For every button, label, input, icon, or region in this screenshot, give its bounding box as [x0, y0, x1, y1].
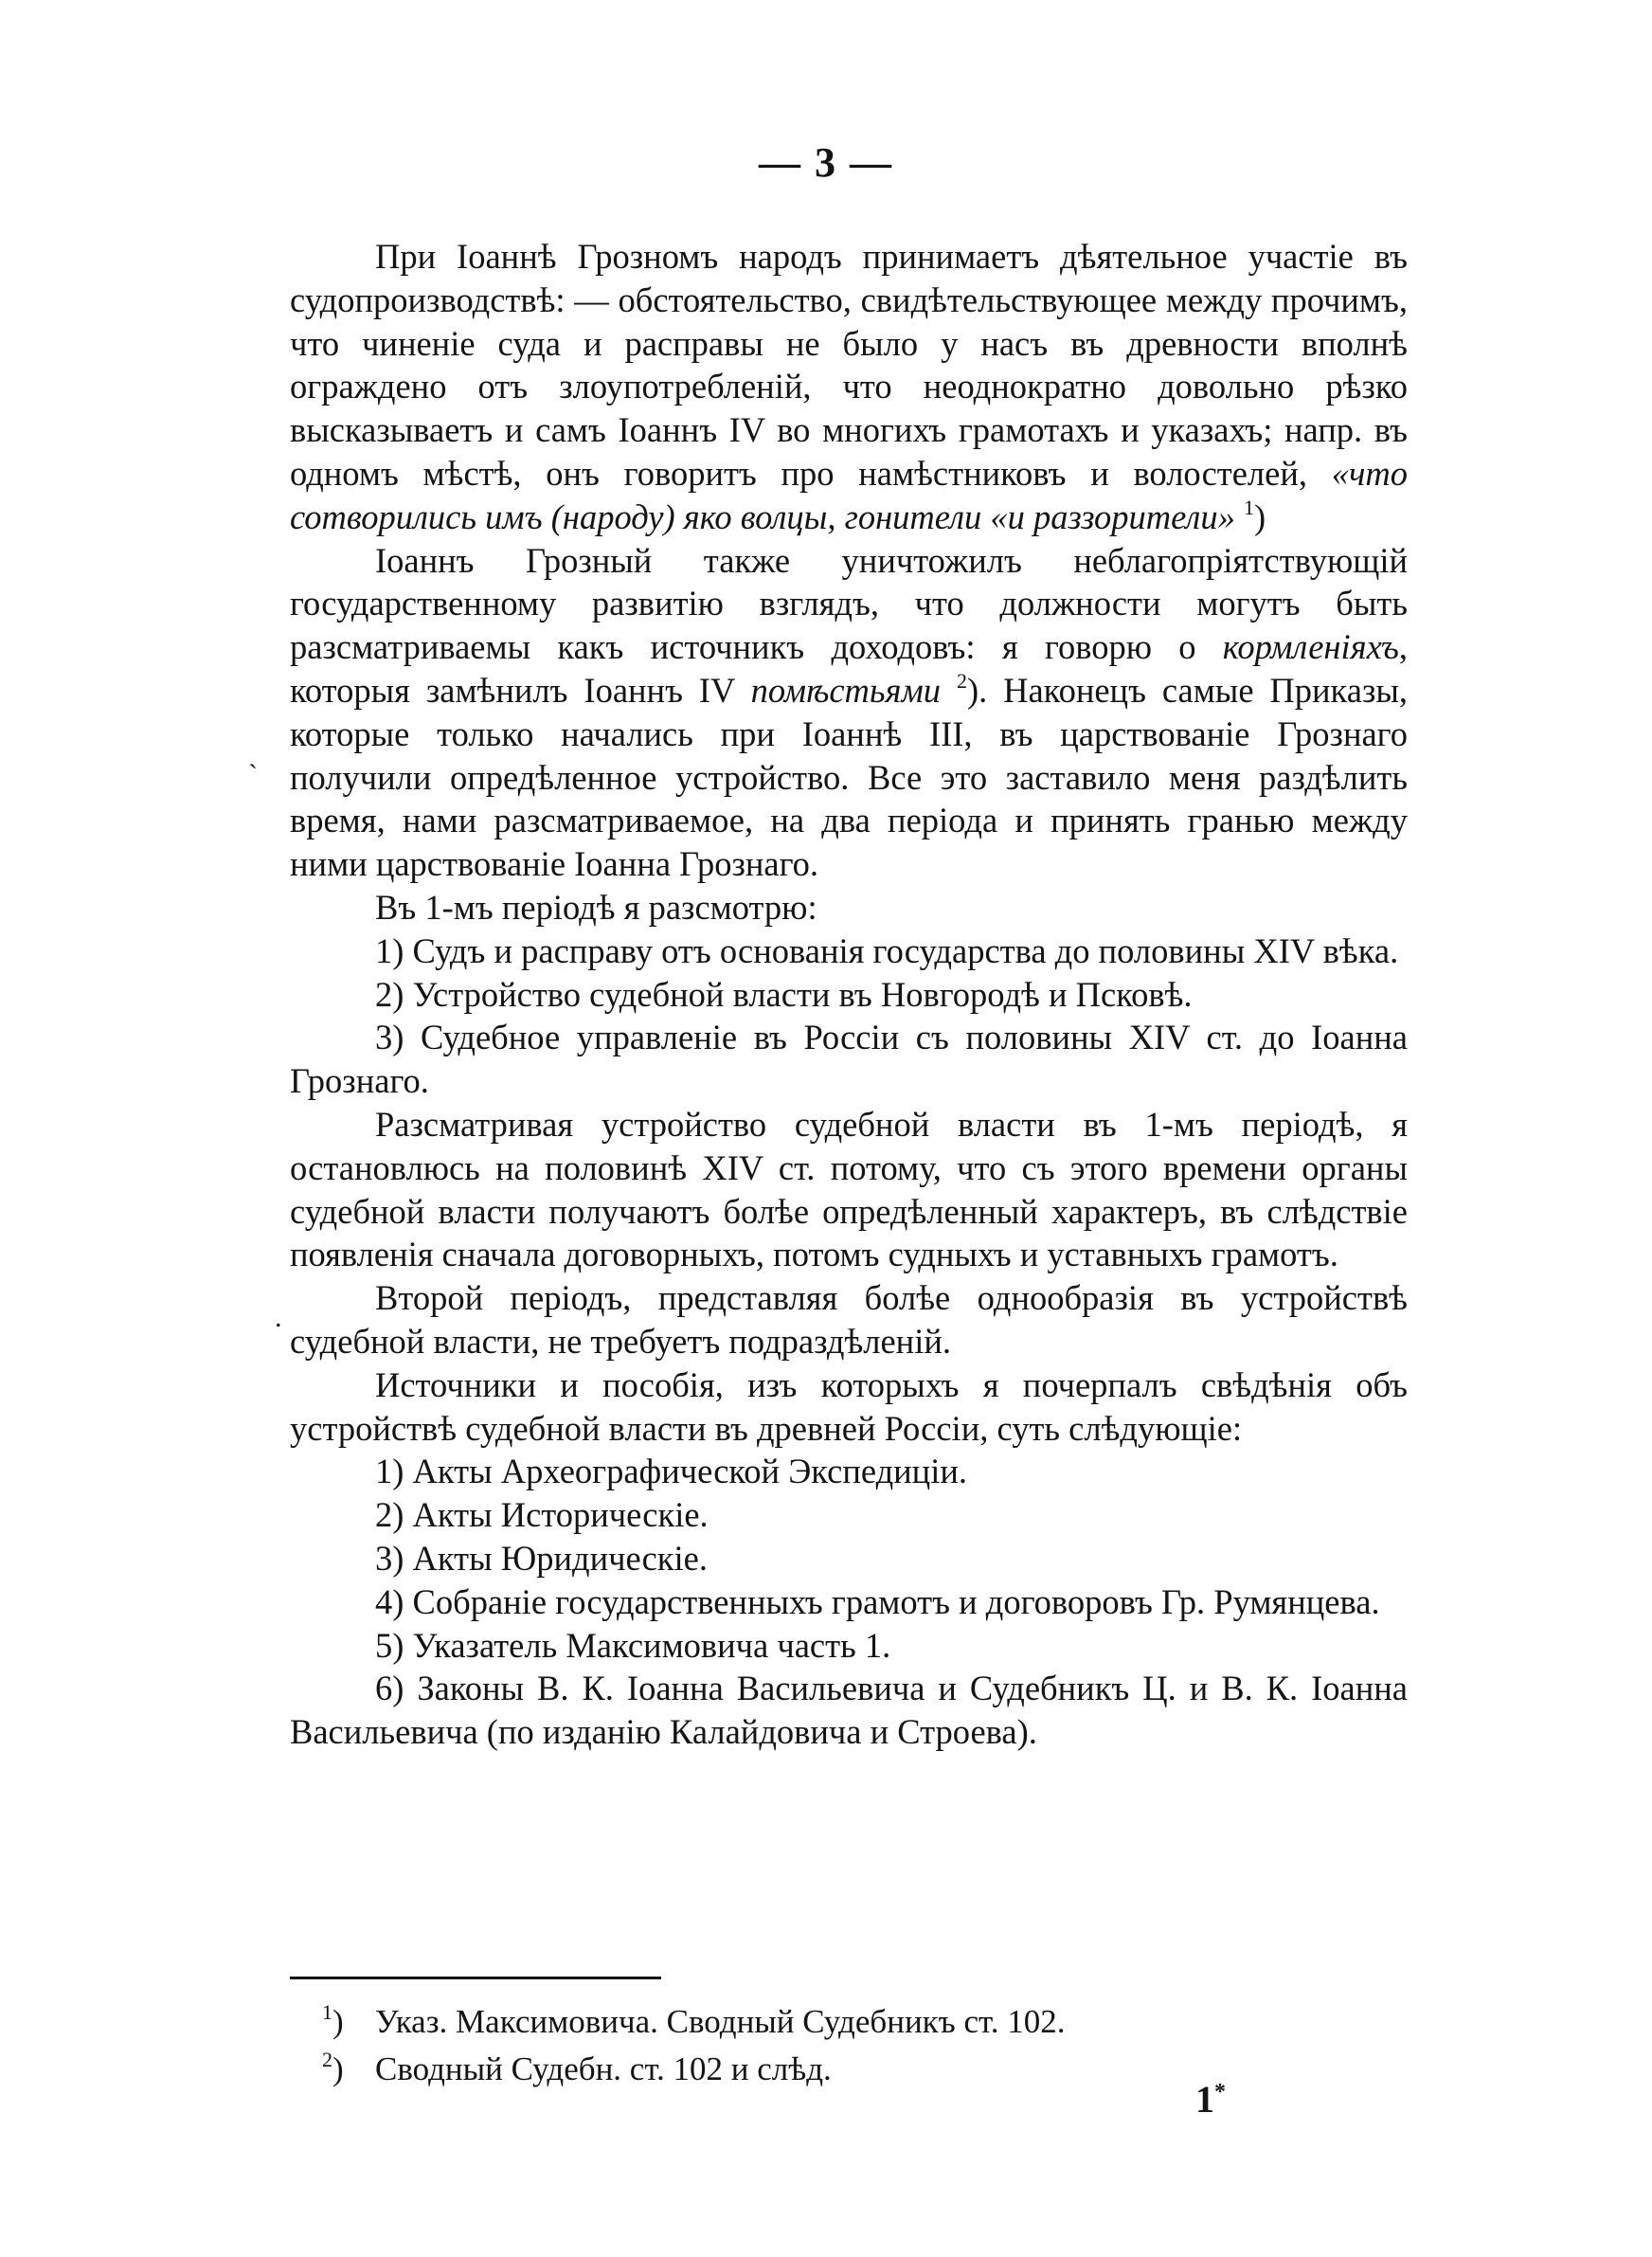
page-number: — 3 — — [759, 139, 893, 186]
footnote-1-text: Указ. Максимовича. Сводный Судебникъ ст. 102. — [375, 2003, 1066, 2040]
signature-mark — [1195, 2077, 1226, 2122]
paragraph-1-quote: «что сотворились имъ (народу) яко волцы, гонители «и раззорители» — [290, 453, 1408, 536]
footnote-ref-1: 1 — [1243, 495, 1254, 519]
footnote-separator — [290, 1977, 661, 1979]
signature-number: 1 — [1195, 2078, 1214, 2121]
paragraph-2-text-e: ). Наконецъ самые Приказы, которые только начались при Іоаннѣ III, въ царствованіе Грознаго получили опредѣленное устройство. Все это заставило меня раздѣлить время, нами разсматриваемое, на два періода и принять гранью между ними царствованіе Іоанна Грознаго. — [290, 670, 1409, 884]
period-list-item-2: 2) Устройство судебной власти въ Новгородѣ и Псковѣ. — [375, 974, 1193, 1014]
paragraph-1-end: ) — [1253, 497, 1266, 536]
source-list-item-4: 4) Собраніе государственныхъ грамотъ и договоровъ Гр. Румянцева. — [375, 1581, 1380, 1621]
source-list-item-5: 5) Указатель Максимовича часть 1. — [375, 1625, 891, 1665]
paragraph-6: Источники и пособія, изъ которыхъ я почерпалъ свѣдѣнія объ устройствѣ судебной власти въ древней Россіи, суть слѣдующіе: — [290, 1364, 1408, 1448]
footnote-1 — [322, 1998, 1364, 2046]
source-list-item-6: 6) Законы В. К. Іоанна Васильевича и Судебникъ Ц. и В. К. Іоанна Васильевича (по изданію Калайдовича и Строева). — [290, 1669, 1408, 1752]
paragraph-5: Второй періодъ, представляя болѣе однообразія въ устройствѣ судебной власти, не требуетъ подраздѣленій. — [290, 1278, 1408, 1361]
paragraph-2-term-kormleniya: кормленіяхъ — [1222, 627, 1399, 667]
paragraph-2-term-pomestya: помѣстьями — [750, 670, 942, 710]
paragraph-1-text: При Іоаннѣ Грозномъ народъ принимаетъ дѣятельное участіе въ судопроизводствѣ: — обстоятельство, свидѣтельствующее между прочимъ, что чиненіе суда и расправы не было у насъ въ древности вполнѣ ограждено отъ злоупотребленій, что неоднократно довольно рѣзко высказываетъ и самъ Іоаннъ IV во многихъ грамотахъ и указахъ; напр. въ одномъ мѣстѣ, онъ говоритъ про намѣстниковъ и волостелей, — [290, 237, 1408, 493]
period-list-item-3: 3) Судебное управленіе въ Россіи съ половины XIV ст. до Іоанна Грознаго. — [290, 1018, 1408, 1101]
body-text — [290, 235, 1408, 1754]
signature-star: * — [1214, 2080, 1226, 2104]
footnote-mark-1: $^1$) — [322, 2000, 344, 2040]
footnote-mark-2: $^2$) — [322, 2048, 344, 2087]
footnote-2-text: Сводный Судебн. ст. 102 и слѣд. — [375, 2050, 832, 2087]
paragraph-3: Въ 1-мъ періодѣ я разсмотрю: — [375, 887, 817, 927]
margin-speck: . — [275, 1302, 282, 1333]
paragraph-2-text-a: Іоаннъ Грозный также уничтожилъ неблагопріятствующій государственному развитію взглядъ, что должности могутъ быть разсматриваемы какъ источникъ доходовъ: я говорю о — [290, 540, 1408, 667]
source-list-item-2: 2) Акты Историческіе. — [375, 1495, 709, 1535]
paragraph-2-text-c: , которыя замѣнилъ Іоаннъ IV — [290, 627, 1408, 710]
period-list-item-1: 1) Судъ и расправу отъ основанія государства до половины XIV вѣка. — [375, 930, 1399, 970]
paragraph-1 — [290, 235, 1408, 539]
source-list-item-3: 3) Акты Юридическіе. — [375, 1538, 709, 1578]
margin-speck: ˴ — [248, 747, 258, 778]
paragraph-4: Разсматривая устройство судебной власти въ 1-мъ періодѣ, я остановлюсь на половинѣ XIV ст. потому, что съ этого времени органы судебной власти получаютъ болѣе опредѣленный характеръ, въ слѣдствіе появленія сначала договорныхъ, потомъ судныхъ и уставныхъ грамотъ. — [290, 1104, 1408, 1274]
footnote-ref-2: 2 — [956, 668, 967, 693]
paragraph-2 — [290, 539, 1408, 886]
source-list-item-1: 1) Акты Археографической Экспедиціи. — [375, 1452, 968, 1491]
